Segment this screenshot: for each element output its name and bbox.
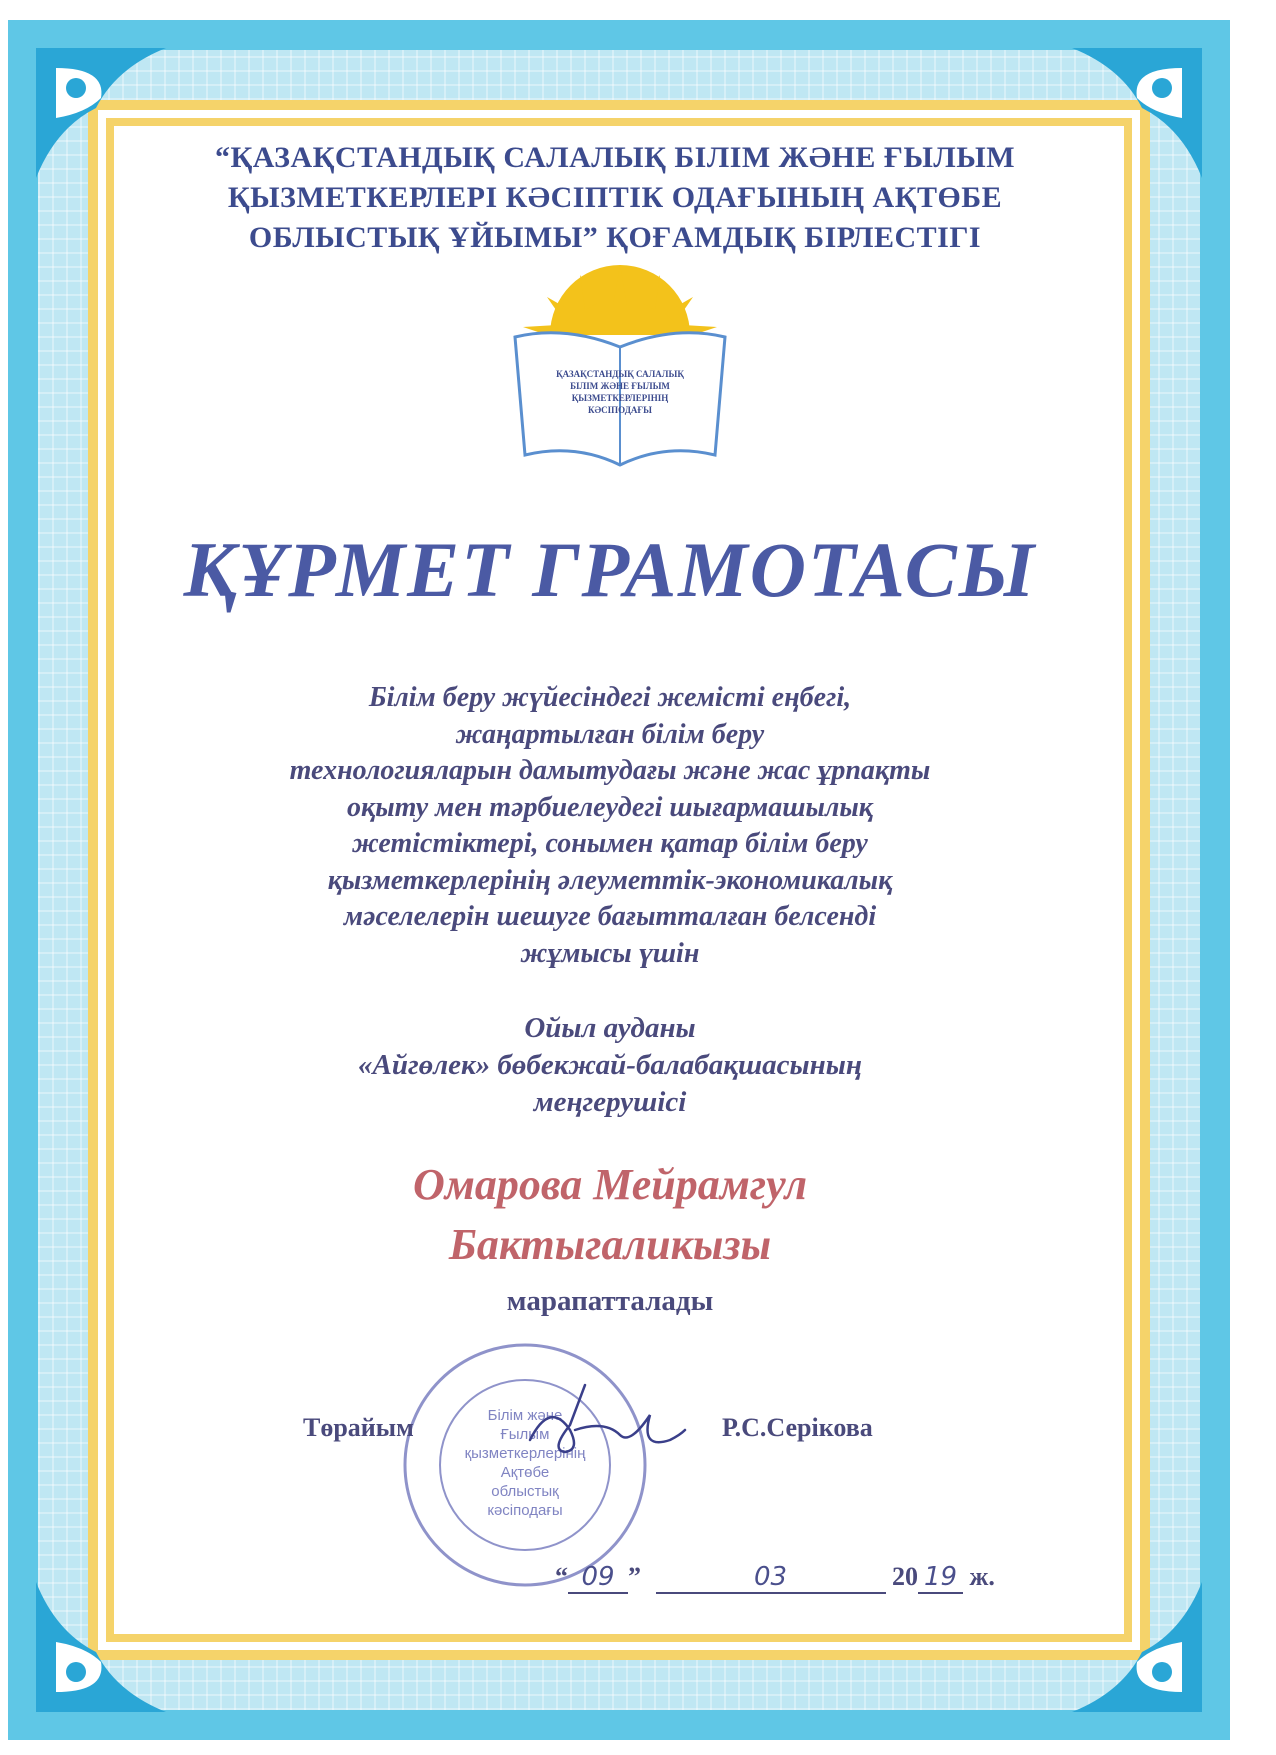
awarded-text: марапатталады	[506, 1285, 714, 1317]
stamp-text: Ғылым	[500, 1426, 550, 1443]
position-line: Ойыл ауданы	[524, 1012, 696, 1044]
corner-ornament-icon	[1062, 1572, 1212, 1722]
name-line: Бактыгаликызы	[448, 1220, 772, 1269]
chair-label: Төрайым	[303, 1413, 414, 1442]
date-suffix: ж.	[969, 1562, 995, 1591]
header-line: “ҚАЗАҚСТАНДЫҚ САЛАЛЫҚ БІЛІМ ЖӘНЕ ҒЫЛЫМ	[214, 141, 1016, 174]
stamp-text: қызметкерлерінің	[464, 1445, 586, 1462]
position-line: меңгерушісі	[533, 1086, 687, 1118]
stamp-text: Білім және	[487, 1407, 563, 1424]
reason-line: жұмысы үшін	[520, 937, 700, 969]
recipient-position	[160, 1010, 1060, 1121]
issue-date: “ 09 ” 03 20 19 ж.	[555, 1562, 995, 1592]
name-line: Омарова Мейрамгул	[412, 1160, 808, 1209]
logo-text: ҚЫЗМЕТКЕРЛЕРІНІҢ	[571, 393, 669, 403]
reason-line: мәселелерін шешуге бағытталған белсенді	[343, 901, 877, 932]
header-line: ОБЛЫСТЫҚ ҰЙЫМЫ” ҚОҒАМДЫҚ БІРЛЕСТІГІ	[248, 221, 982, 254]
reason-line: қызметкерлерінің әлеуметтік-экономикалық	[327, 864, 893, 896]
union-logo-icon	[505, 265, 735, 495]
reason-line: жаңартылған білім беру	[455, 718, 765, 750]
corner-ornament-icon	[1062, 38, 1212, 188]
reason-line: жетістіктері, сонымен қатар білім беру	[352, 828, 868, 859]
date-month: 03	[656, 1562, 886, 1594]
date-year-suffix: 19	[918, 1562, 963, 1594]
handwritten-signature-icon	[510, 1380, 690, 1470]
header-line: ҚЫЗМЕТКЕРЛЕРІ КӘСІПТІК ОДАҒЫНЫҢ АҚТӨБЕ	[227, 181, 1003, 214]
reason-line: технологияларын дамытудағы және жас ұрпақты	[289, 755, 931, 786]
issuing-organization	[150, 138, 1080, 258]
position-line: «Айгөлек» бөбекжай-балабақшасының	[358, 1049, 862, 1081]
corner-ornament-icon	[26, 1572, 176, 1722]
logo-text: КӘСІПОДАҒЫ	[588, 405, 652, 415]
signer-name: Р.С.Серікова	[722, 1413, 873, 1442]
stamp-text: Ақтөбе	[500, 1464, 550, 1481]
reason-line: оқыту мен тәрбиелеудегі шығармашылық	[347, 791, 873, 823]
date-year-prefix: 20	[892, 1562, 918, 1591]
recipient-name	[160, 1155, 1060, 1275]
award-reason	[160, 680, 1060, 972]
stamp-text: кәсіподағы	[487, 1502, 563, 1519]
stamp-text: облыстық	[491, 1483, 559, 1500]
date-day: 09	[568, 1562, 628, 1594]
reason-line: Білім беру жүйесіндегі жемісті еңбегі,	[368, 682, 852, 713]
logo-text: БІЛІМ ЖӘНЕ ҒЫЛЫМ	[570, 381, 670, 391]
certificate-title: ҚҰРМЕТ ГРАМОТАСЫ	[183, 526, 1037, 613]
logo-text: ҚАЗАҚСТАНДЫҚ САЛАЛЫҚ	[556, 369, 684, 379]
